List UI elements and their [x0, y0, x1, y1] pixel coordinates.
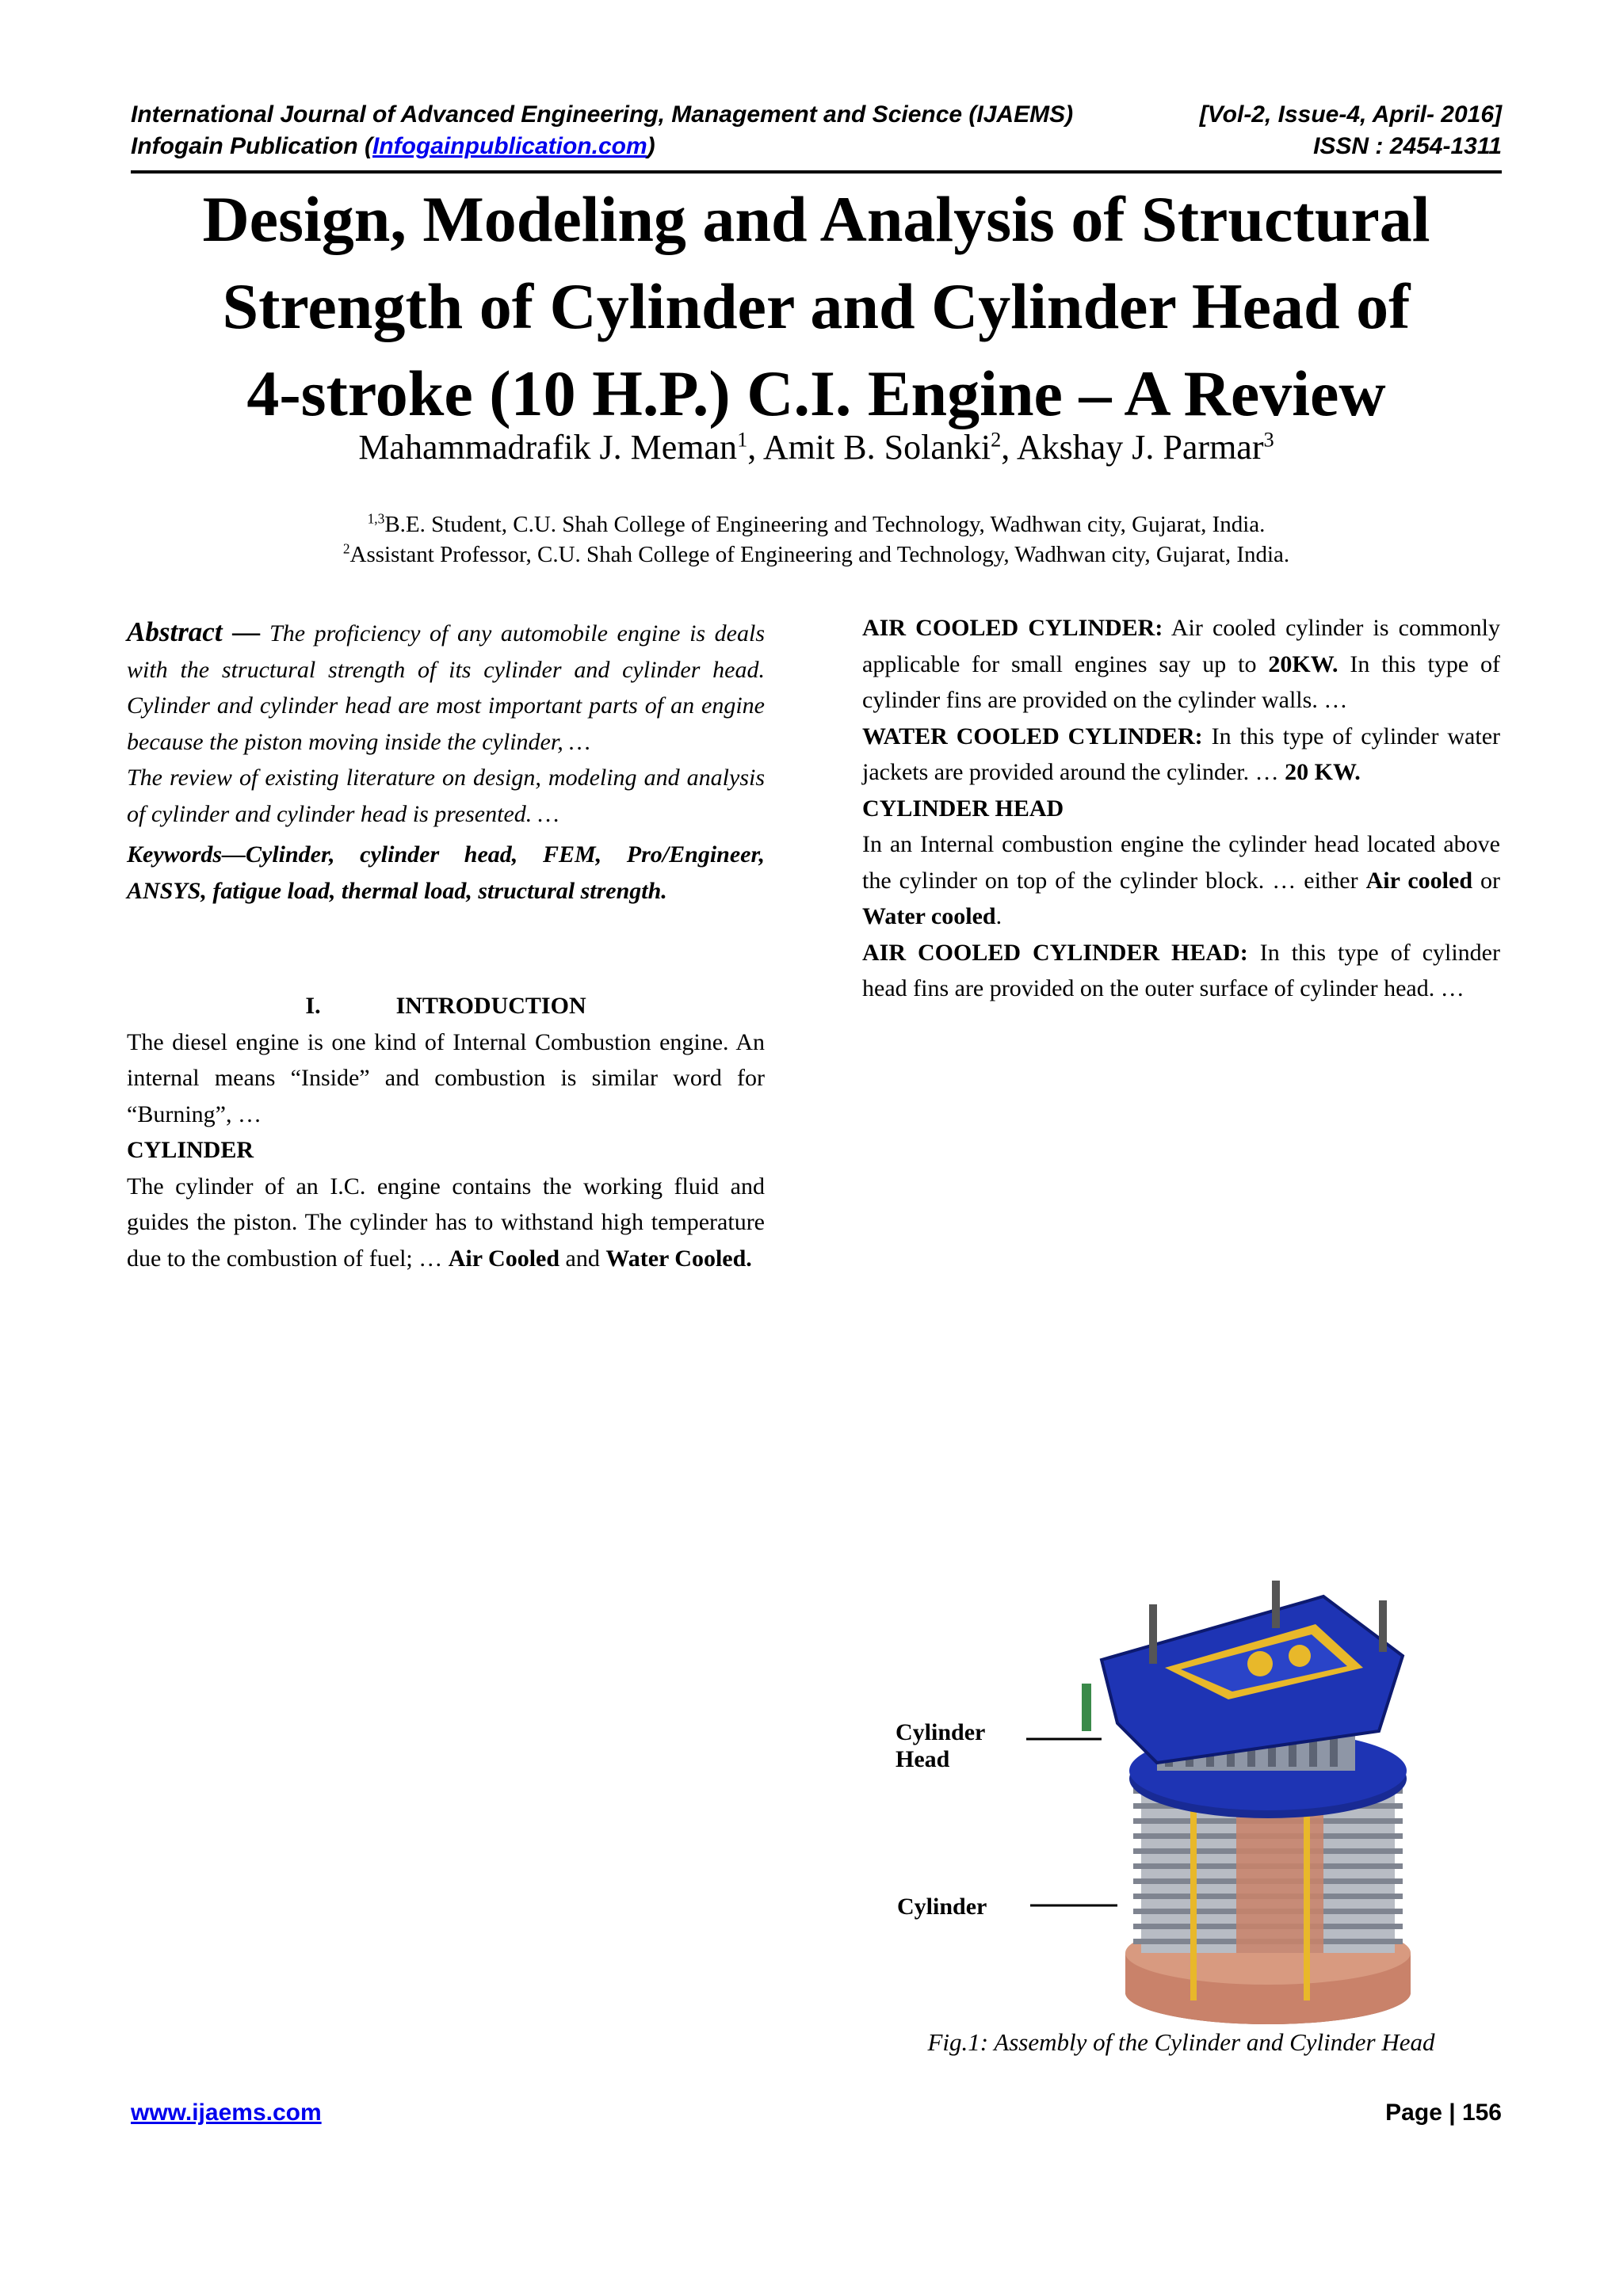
air-cooled-head-text: In this type of cylinder head fins are provided on the outer surface of cylinder head. …: [862, 939, 1500, 1001]
author-1-sup: 1: [737, 427, 748, 452]
water-cooled-text: In this type of cylinder water jackets are provided around the cylinder. …: [862, 723, 1501, 785]
figure-label-head-line-1: Cylinder: [896, 1719, 986, 1745]
water-cooled-power: 20 KW.: [1285, 759, 1361, 785]
footer-site-link[interactable]: www.ijaems.com: [131, 2100, 322, 2126]
cylinder-head-air-cooled: Air cooled: [1365, 867, 1473, 894]
cylinder-head-water-cooled: Water cooled: [862, 903, 996, 929]
air-cooled-paragraph: [862, 610, 1500, 719]
author-3: Akshay J. Parmar: [1016, 428, 1264, 467]
stud-3: [1379, 1600, 1387, 1652]
section-heading-introduction: [127, 988, 765, 1024]
section-number: I.: [305, 993, 321, 1019]
issn: ISSN : 2454-1311: [1313, 133, 1502, 159]
page-footer: [131, 2100, 1502, 2126]
affiliation-2: [131, 540, 1502, 570]
cylinder-head-paragraph: [862, 826, 1500, 935]
keywords-text: —Cylinder, cylinder head, FEM, Pro/Engineer, ANSYS, fatigue load, thermal load, structural strength.: [127, 841, 765, 904]
cylinder-paragraph: [127, 1169, 765, 1277]
valve-seat-2: [1289, 1645, 1311, 1667]
title-line-3: 4-stroke (10 H.P.) C.I. Engine – A Review: [246, 357, 1386, 429]
figure-caption: Fig.1: Assembly of the Cylinder and Cylinder Head: [927, 2028, 1435, 2056]
publisher-suffix: ): [647, 133, 655, 159]
keywords: [127, 837, 765, 909]
affiliation-2-sup: 2: [342, 540, 350, 557]
cylinder-head-either: either: [1304, 867, 1358, 894]
cylinder-assembly-illustration: [896, 1581, 1466, 2032]
cylinder-head-heading: CYLINDER HEAD: [862, 795, 1064, 822]
affiliation-1-text: B.E. Student, C.U. Shah College of Engineering and Technology, Wadhwan city, Gujarat, India.: [384, 512, 1266, 537]
publisher-link[interactable]: Infogainpublication.com: [372, 133, 647, 159]
header-rule: [131, 170, 1502, 174]
water-cooled-heading: WATER COOLED CYLINDER:: [862, 723, 1203, 749]
cylinder-head-or: or: [1480, 867, 1501, 894]
author-1: Mahammadrafik J. Meman: [358, 428, 738, 467]
affiliations: [131, 509, 1502, 570]
figure-label-head-line-2: Head: [896, 1746, 950, 1772]
abstract-text-1: The proficiency of any automobile engine is deals with the structural strength of its cylinder and cylinder head. Cylinder and cylinder head are most important parts of an engine because the piston moving inside the cylinder, …: [127, 620, 766, 755]
air-cooled-text-1: Air cooled cylinder is commonly applicable for small engines say up to: [862, 615, 1500, 677]
abstract-paragraph-2: The review of existing literature on design, modeling and analysis of cylinder and cylinder head is presented. …: [127, 765, 765, 827]
title-line-2: Strength of Cylinder and Cylinder Head of: [222, 270, 1411, 342]
water-cooled-paragraph: [862, 719, 1500, 791]
air-cooled-power: 20KW.: [1268, 650, 1338, 677]
author-2: Amit B. Solanki: [762, 428, 991, 467]
publisher: [131, 131, 655, 162]
stud-1: [1149, 1604, 1157, 1664]
publisher-prefix: Infogain Publication (: [131, 133, 372, 159]
cylinder-water-cooled: Water Cooled.: [605, 1245, 752, 1272]
valve-seat-1: [1247, 1651, 1273, 1676]
air-cooled-head-heading: AIR COOLED CYLINDER HEAD:: [862, 939, 1248, 966]
page-number: Page | 156: [1385, 2100, 1502, 2126]
keywords-label: Keywords: [127, 841, 222, 868]
cylinder-head-end: .: [995, 903, 1002, 929]
running-header: [131, 99, 1502, 162]
intro-paragraph: The diesel engine is one kind of Internal Combustion engine. An internal means “Inside” and combustion is similar word for “Burning”, …: [127, 1028, 765, 1127]
title-line-1: Design, Modeling and Analysis of Structural: [202, 183, 1430, 255]
stud-2: [1272, 1581, 1280, 1628]
air-cooled-heading: AIR COOLED CYLINDER:: [862, 615, 1163, 641]
journal-name: International Journal of Advanced Engineering, Management and Science (IJAEMS): [131, 101, 1074, 128]
abstract-paragraph-1: [127, 614, 765, 760]
figure-label-cylinder: Cylinder: [897, 1894, 987, 1920]
section-title: INTRODUCTION: [395, 993, 586, 1019]
affiliation-2-text: Assistant Professor, C.U. Shah College of Engineering and Technology, Wadhwan city, Gujarat, India.: [349, 542, 1290, 567]
cylinder-heading: CYLINDER: [127, 1137, 254, 1163]
cylinder-text: The cylinder of an I.C. engine contains the working fluid and guides the piston. The cylinder has to withstand high temperature due to the combustion of fuel; …: [127, 1173, 765, 1272]
paper-title: [131, 176, 1502, 437]
cylinder-and: and: [565, 1245, 600, 1272]
affiliation-1: [131, 509, 1502, 540]
cylinder-air-cooled: Air Cooled: [448, 1245, 560, 1272]
left-column: [127, 614, 765, 1276]
air-cooled-text-2: In this type of cylinder fins are provided on the cylinder walls. …: [862, 650, 1501, 713]
abstract-heading: Abstract —: [127, 616, 261, 647]
author-2-sup: 2: [991, 427, 1002, 452]
air-cooled-head-paragraph: [862, 935, 1500, 1007]
cylinder-head-text: In an Internal combustion engine the cylinder head located above the cylinder on top of the cylinder block. …: [862, 831, 1500, 894]
figure-label-cylinder-head: [896, 1719, 985, 1773]
author-3-sup: 3: [1263, 427, 1274, 452]
right-column: [862, 610, 1500, 1007]
volume-info: [Vol-2, Issue-4, April- 2016]: [1199, 101, 1502, 128]
stud-4: [1082, 1684, 1091, 1731]
figure-cylinder-assembly: [896, 1581, 1466, 2032]
affiliation-1-sup: 1,3: [367, 510, 385, 527]
author-list: Mahammadrafik J. Meman$^1$, Amit B. Solanki$^2$, Akshay J. Parmar$^3$: [358, 427, 1274, 467]
